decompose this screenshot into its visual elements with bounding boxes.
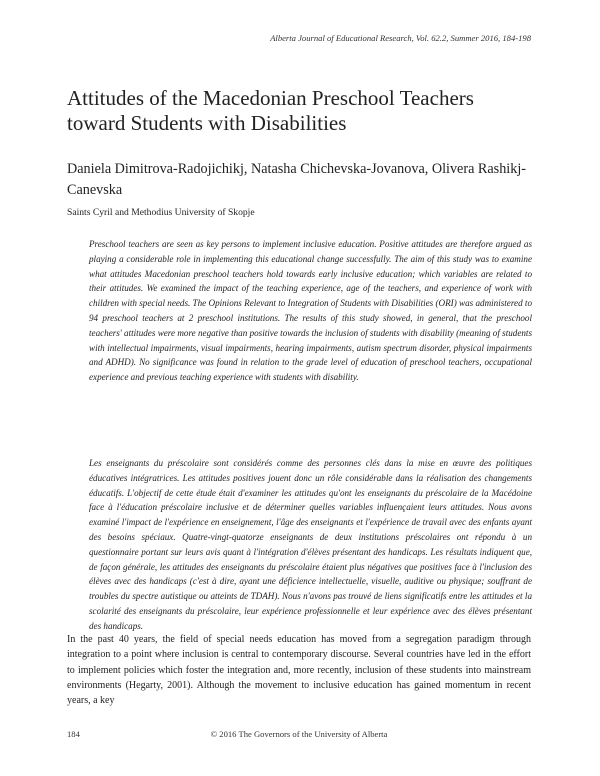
body-paragraph: In the past 40 years, the field of special needs education has moved from a segregation paradigm through integration to a point where inclusion is central to contemporary discourse. Several countries have led in the effort to implement policies which foster the integration and, more recently, inclusion of these students into mainstream environments (Hegarty, 2001). Although the movement to inclusive education has gained momentum in recent years, a key — [67, 634, 531, 707]
running-head: Alberta Journal of Educational Research, Vol. 62.2, Summer 2016, 184-198 — [270, 33, 531, 43]
copyright-notice: © 2016 The Governors of the University of Alberta — [210, 729, 388, 739]
author-list: Daniela Dimitrova-Radojichikj, Natasha Chichevska-Jovanova, Olivera Rashikj-Canevska — [67, 161, 526, 198]
article-title: Attitudes of the Macedonian Preschool Teachers toward Students with Disabilities — [67, 86, 474, 135]
abstract-french: Les enseignants du préscolaire sont considérés comme des personnes clés dans la mise en œuvre des politiques éducatives intégratrices. Les attitudes positives jouent donc un rôle considérable dans la réalisation des changements éducatifs. L'objectif de cette étude était d'examiner les attitudes qu'ont les enseignants du préscolaire de la Macédoine face à l'éducation préscolaire inclusive et de déterminer quelles variables influençaient leurs attitudes. Nous avons examiné l'impact de l'expérience en enseignement, l'âge des enseignants et l'expérience de travail avec des enfants ayant des besoins spéciaux. Quatre-vingt-quatorze enseignants de deux institutions préscolaires ont répondu à un questionnaire portant sur leurs avis quant à l'intégration d'élèves présentant des handicaps. Les résultats indiquent que, de façon générale, les attitudes des enseignants du préscolaire étaient plus négatives que positives face à l'inclusion des élèves avec des handicaps (c'est à dire, ayant une déficience intellectuelle, visuelle, auditive ou physique; souffrant de troubles du spectre autistique ou atteints de TDAH). Nous n'avons pas trouvé de liens significatifs entre les attitudes et la scolarité des enseignants du préscolaire, leur expérience professionnelle et leur expérience avec des élèves présentant des handicaps. — [89, 458, 532, 631]
page-number: 184 — [67, 729, 80, 739]
page-footer — [67, 729, 531, 743]
abstract-english: Preschool teachers are seen as key persons to implement inclusive education. Positive attitudes are therefore argued as playing a considerable role in implementing this educational change successfully. The aim of this study was to examine what attitudes Macedonian preschool teachers hold towards early inclusive education; which variables are related to their attitudes. We examined the impact of the teaching experience, age of the teachers, and experience of work with children with special needs. The Opinions Relevant to Integration of Students with Disabilities (ORI) was administered to 94 preschool teachers at 2 preschool institutions. The results of this study showed, in general, that the preschool teachers' attitudes were more negative than positive towards the inclusion of students with disability (meaning of students with intellectual impairments, visual impairments, hearing impairments, autism spectrum disorder, physical impairments and ADHD). No significance was found in relation to the grade level of education of preschool teachers, occupational experience and previous teaching experience with students with disability. — [89, 239, 532, 383]
author-affiliation: Saints Cyril and Methodius University of Skopje — [67, 207, 255, 218]
